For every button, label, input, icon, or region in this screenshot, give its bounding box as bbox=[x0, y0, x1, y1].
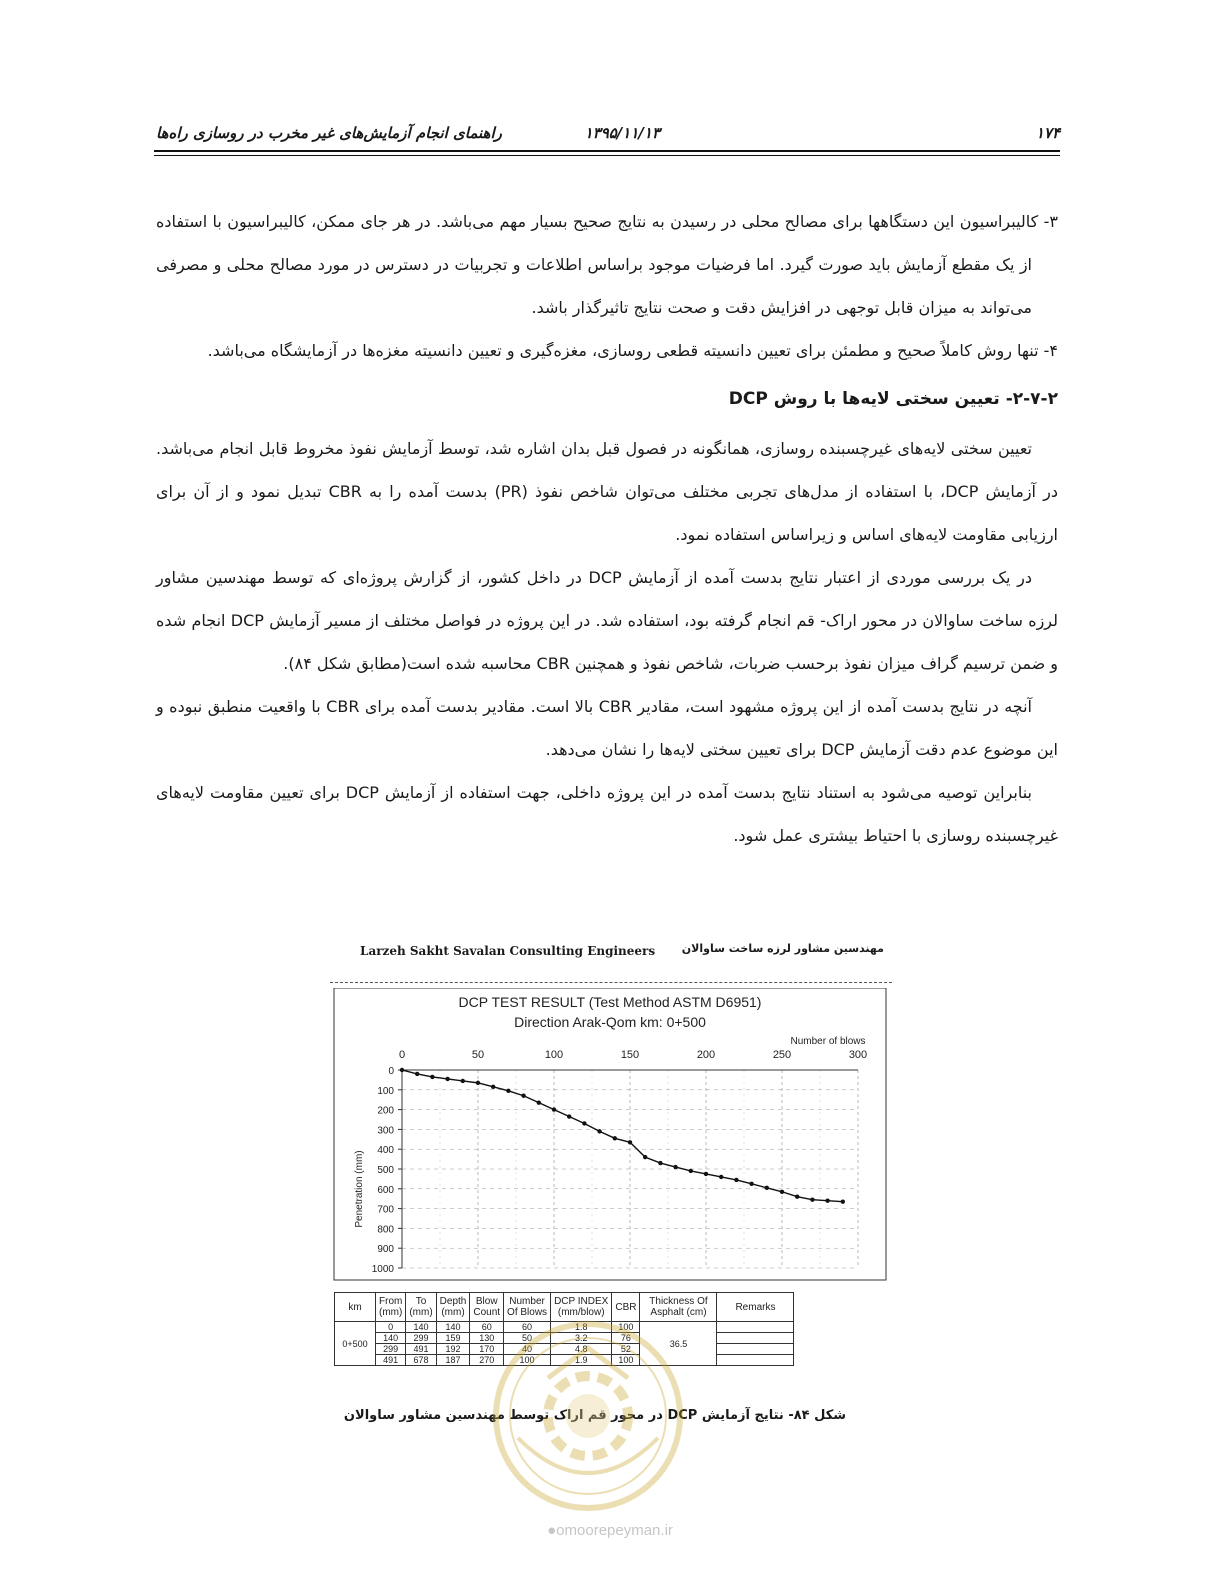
y-tick-label: 0 bbox=[388, 1066, 394, 1077]
table-cell: 52 bbox=[612, 1344, 640, 1355]
data-point bbox=[628, 1140, 632, 1144]
table-header-cell: Depth (mm) bbox=[436, 1293, 470, 1322]
table-header-cell: DCP INDEX (mm/blow) bbox=[551, 1293, 612, 1322]
running-header bbox=[156, 120, 1060, 148]
company-name-fa: مهندسین مشاور لرزه ساخت ساوالان bbox=[681, 942, 884, 955]
y-axis-label: Penetration (mm) bbox=[354, 1150, 365, 1228]
table-cell: 100 bbox=[504, 1355, 551, 1366]
data-point bbox=[430, 1075, 434, 1079]
data-point bbox=[506, 1089, 510, 1093]
page-number: ۱۷۴ bbox=[1035, 124, 1060, 142]
body-text bbox=[156, 200, 1058, 857]
table-cell: 100 bbox=[612, 1355, 640, 1366]
table-cell: 60 bbox=[470, 1322, 504, 1333]
table-cell: 1.8 bbox=[551, 1322, 612, 1333]
table-header-cell: CBR bbox=[612, 1293, 640, 1322]
chart-svg bbox=[330, 988, 890, 1284]
data-point bbox=[841, 1199, 845, 1203]
table-cell: 491 bbox=[376, 1355, 406, 1366]
figure-caption: شکل ۸۴- نتایج آزمایش DCP در محور قم اراک توسط مهندسین مشاور ساوالان bbox=[343, 1408, 847, 1423]
table-cell: 192 bbox=[436, 1344, 470, 1355]
x-tick-label: 200 bbox=[696, 1049, 716, 1061]
y-tick-label: 600 bbox=[377, 1184, 394, 1196]
table-cell: 4.8 bbox=[551, 1344, 612, 1355]
data-point bbox=[689, 1169, 693, 1173]
data-point bbox=[825, 1198, 829, 1202]
table-header-cell: Thickness Of Asphalt (cm) bbox=[640, 1293, 717, 1322]
header-rule-thin bbox=[154, 155, 1060, 156]
data-point bbox=[658, 1161, 662, 1165]
header-title: راهنمای انجام آزمایش‌های غیر مخرب در روسازی راه‌ها bbox=[156, 124, 502, 142]
km-cell: 0+500 bbox=[335, 1322, 376, 1366]
remarks-cell bbox=[717, 1344, 794, 1355]
table-cell: 159 bbox=[436, 1333, 470, 1344]
header-rule bbox=[154, 150, 1060, 152]
data-point bbox=[613, 1136, 617, 1140]
y-tick-label: 300 bbox=[377, 1125, 394, 1137]
data-point bbox=[537, 1100, 541, 1104]
chart-title: DCP TEST RESULT (Test Method ASTM D6951) bbox=[458, 994, 762, 1010]
y-tick-label: 200 bbox=[377, 1105, 394, 1117]
remarks-cell bbox=[717, 1322, 794, 1333]
chart bbox=[330, 988, 890, 1284]
watermark-website: ●omoorepeyman.ir bbox=[547, 1522, 673, 1539]
data-point bbox=[734, 1178, 738, 1182]
table-cell: 140 bbox=[406, 1322, 436, 1333]
data-point bbox=[673, 1165, 677, 1169]
data-point bbox=[445, 1077, 449, 1081]
table-cell: 140 bbox=[436, 1322, 470, 1333]
paragraph-3: آنچه در نتایج بدست آمده از این پروژه مشهود است، مقادیر CBR بالا است. مقادیر بدست آمده برای CBR با واقعیت منطبق نبوده و این موضوع عدم دقت آزمایش DCP برای تعیین سختی لایه‌ها را نشان می‌دهد. bbox=[156, 697, 1058, 759]
table-cell: 170 bbox=[470, 1344, 504, 1355]
table-cell: 187 bbox=[436, 1355, 470, 1366]
y-tick-label: 800 bbox=[377, 1224, 394, 1236]
section-heading: ۲-۷-۲- تعیین سختی لایه‌ها با روش DCP bbox=[728, 389, 1058, 409]
table-cell: 140 bbox=[376, 1333, 406, 1344]
table-header-cell: km bbox=[335, 1293, 376, 1322]
remarks-cell bbox=[717, 1355, 794, 1366]
table-cell: 40 bbox=[504, 1344, 551, 1355]
data-point bbox=[491, 1085, 495, 1089]
data-point bbox=[476, 1081, 480, 1085]
x-tick-label: 150 bbox=[620, 1049, 640, 1061]
data-point bbox=[567, 1114, 571, 1118]
y-tick-label: 700 bbox=[377, 1204, 394, 1216]
data-point bbox=[552, 1107, 556, 1111]
company-name-en: Larzeh Sakht Savalan Consulting Engineers bbox=[360, 944, 656, 958]
asphalt-thickness-cell: 36.5 bbox=[640, 1322, 717, 1366]
table-cell: 130 bbox=[470, 1333, 504, 1344]
table-cell: 0 bbox=[376, 1322, 406, 1333]
website-text: omoorepeyman.ir bbox=[556, 1522, 673, 1539]
remarks-cell bbox=[717, 1333, 794, 1344]
header-date: ۱۳۹۵/۱۱/۱۳ bbox=[584, 124, 660, 142]
chart-subtitle: Direction Arak-Qom km: 0+500 bbox=[514, 1014, 706, 1030]
data-point bbox=[810, 1197, 814, 1201]
figure-letterhead bbox=[330, 938, 892, 978]
table-cell: 60 bbox=[504, 1322, 551, 1333]
x-axis-label: Number of blows bbox=[790, 1036, 866, 1047]
data-point bbox=[719, 1175, 723, 1179]
table-cell: 100 bbox=[612, 1322, 640, 1333]
letterhead-divider bbox=[330, 982, 892, 984]
data-point bbox=[643, 1155, 647, 1159]
data-point bbox=[521, 1094, 525, 1098]
table-cell: 3.2 bbox=[551, 1333, 612, 1344]
data-point bbox=[597, 1129, 601, 1133]
data-point bbox=[400, 1068, 404, 1072]
table-cell: 270 bbox=[470, 1355, 504, 1366]
watermark-seal-icon bbox=[488, 1318, 688, 1514]
table-header-cell: Blow Count bbox=[470, 1293, 504, 1322]
y-tick-label: 500 bbox=[377, 1165, 394, 1176]
table-header-cell: Number Of Blows bbox=[504, 1293, 551, 1322]
data-point bbox=[749, 1182, 753, 1186]
y-tick-label: 1000 bbox=[371, 1264, 394, 1275]
data-point bbox=[780, 1190, 784, 1194]
paragraph-1: تعیین سختی لایه‌های غیرچسبنده روسازی، همانگونه در فصول قبل بدان اشاره شد، توسط آزمایش نفوذ مخروط قابل انجام می‌باشد. در آزمایش DCP، با استفاده از مدل‌های تجربی مختلف می‌توان شاخص نفوذ (PR) بدست آمده را به CBR تبدیل نمود و از آن برای ارزیابی مقاومت لایه‌های اساس و زیراساس استفاده نمود. bbox=[156, 439, 1059, 544]
y-tick-label: 400 bbox=[377, 1145, 394, 1157]
x-tick-label: 0 bbox=[398, 1049, 406, 1061]
list-item-4: ۴- تنها روش کاملاً صحیح و مطمئن برای تعیین دانسیته قطعی روسازی، مغزه‌گیری و تعیین دانسیته مغزه‌ها در آزمایشگاه می‌باشد. bbox=[207, 341, 1058, 360]
x-tick-label: 50 bbox=[471, 1049, 485, 1061]
list-item-3: ۳- کالیبراسیون این دستگاهها برای مصالح محلی در رسیدن به نتایج صحیح بسیار مهم می‌باشد. در هر جای ممکن، کالیبراسیون با استفاده از یک مقطع آزمایش باید صورت گیرد. اما فرضیات موجود براساس اطلاعات و تجربیات در دسترس در مورد مصالح محلی و مصرفی می‌تواند به میزان قابل توجهی در افزایش دقت و صحت نتایج تاثیرگذار باشد. bbox=[156, 212, 1058, 317]
table-cell: 299 bbox=[376, 1344, 406, 1355]
chart-border bbox=[334, 988, 886, 1280]
table-header-cell: Remarks bbox=[717, 1293, 794, 1322]
data-point bbox=[795, 1195, 799, 1199]
y-tick-label: 100 bbox=[377, 1085, 394, 1097]
data-point bbox=[704, 1172, 708, 1176]
paragraph-4: بنابراین توصیه می‌شود به استناد نتایج بدست آمده در این پروژه داخلی، جهت استفاده از آزمایش DCP برای تعیین مقاومت لایه‌های غیرچسبنده روسازی با احتیاط بیشتری عمل شود. bbox=[156, 783, 1058, 845]
y-tick-label: 900 bbox=[377, 1244, 394, 1256]
data-point bbox=[415, 1072, 419, 1076]
table-cell: 76 bbox=[612, 1333, 640, 1344]
data-point bbox=[582, 1121, 586, 1125]
x-tick-label: 250 bbox=[772, 1049, 792, 1061]
table-cell: 491 bbox=[406, 1344, 436, 1355]
table-cell: 50 bbox=[504, 1333, 551, 1344]
table-header-cell: To (mm) bbox=[406, 1293, 436, 1322]
table-cell: 1.9 bbox=[551, 1355, 612, 1366]
data-point bbox=[461, 1079, 465, 1083]
x-tick-label: 100 bbox=[544, 1049, 564, 1061]
table-header-cell: From (mm) bbox=[376, 1293, 406, 1322]
table-cell: 678 bbox=[406, 1355, 436, 1366]
data-point bbox=[765, 1186, 769, 1190]
paragraph-2: در یک بررسی موردی از اعتبار نتایج بدست آمده از آزمایش DCP در داخل کشور، از گزارش پروژه‌ای که توسط مهندسین مشاور لرزه ساخت ساوالان در محور اراک- قم انجام گرفته بود، استفاده شد. در این پروژه در فواصل مختلف از مسیر آزمایش DCP انجام شده و ضمن ترسیم گراف میزان نفوذ برحسب ضربات، شاخص نفوذ و همچنین CBR محاسبه شده است(مطابق شکل ۸۴). bbox=[156, 568, 1059, 673]
table-cell: 299 bbox=[406, 1333, 436, 1344]
x-tick-label: 300 bbox=[848, 1049, 868, 1061]
